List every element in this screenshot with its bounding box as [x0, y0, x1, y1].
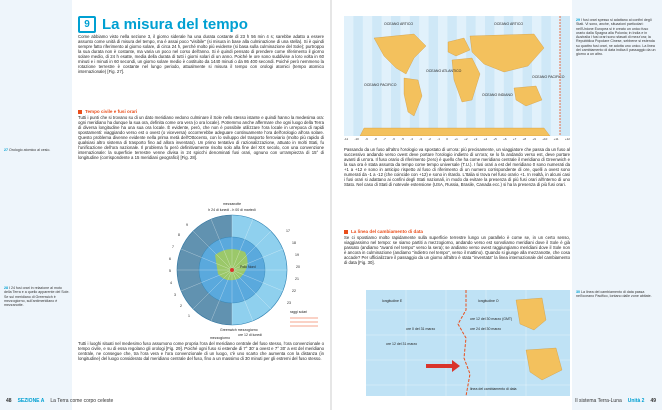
time-zones-world-map [344, 16, 570, 136]
globe-hour: 2 [180, 304, 182, 308]
fig30-number: 30 [576, 290, 580, 294]
map-hour: +2 [464, 137, 468, 141]
label-longitude-e: longitudine E [382, 299, 403, 303]
footer-title: La Terra come corpo celeste [50, 398, 114, 404]
label-time-2: ore 24 del 30 marzo [470, 327, 502, 331]
map-hour: -2 [428, 137, 431, 141]
antarctica [360, 128, 550, 136]
globe-hour: 6 [169, 257, 171, 261]
map-label-arctic: OCEANO ARTICO [494, 22, 524, 26]
globe-label-day: ore 12 di lunedì [238, 333, 263, 337]
globe-hour: 17 [286, 229, 290, 233]
time-zones-paragraph: Passando da un fuso all'altro l'orologio va spostato di un'ora: più precisamente, un viaggiatore che passa da un fuso al successivo andando verso ovest deve portare l'orologio indietro di un'ora; se lo fa andando verso est, deve portare avanti di un'ora. Il fuso orario di riferimento (zero) è quello che ha come meridiano centrale il meridiano di Greenwich e la sua ora è stata assunta da tempo come tempo universale (T.U.). I fusi orari a est del meridiano 0 sono numerati da +1 a +12 e sono in anticipo rispetto al fuso di riferimento di un numero corrispondente di ore, quelli a ovest sono numerati da -1 a -12 (che coincide con +12) e sono in ritardo. L'Italia si trova nel fuso orario +1. In realtà, in alcuni casi i fusi orari si adattano ai confini degli Stati nazionali, in modo da evitare la presenza di più fusi orari all'interno di uno Stato. Nel caso di Stati di notevole estensione (USA, Russia, Brasile, Canada ecc.) si ha la presenza di più fusi orari. [344, 147, 570, 188]
right-margin-column [572, 0, 662, 410]
fig29-number: 29 [576, 18, 580, 22]
map-hour: -6 [392, 137, 395, 141]
map-label-atlantic: OCEANO ATLANTICO [426, 69, 462, 73]
fig28-number: 28 [4, 286, 8, 290]
legal-time-paragraph: Tutti i luoghi situati nel medesimo fuso assumono come propria l'ora del meridiano centrale del fuso stesso, l'ora convenzionale o tempo civile, e su di essa regolano gli orologi [Fig. 29]. Poiché ogni fuso si estende di 7° 30' a ovest e 7° 30' a est del meridiano centrale, ne consegue che, tra l'ora vera e l'ora convenzionale di un luogo, c'è uno scarto che aumenta con la distanza (in longitudine) del luogo considerato dal meridiano centrale del fuso, fino a un massimo di 30 minuti per gli estremi del fuso stesso. [78, 341, 324, 362]
right-page-number: 49 [650, 398, 656, 404]
right-page [332, 0, 662, 410]
fig29-text: I fusi orari spesso si adattano ai confini degli Stati. Vi sono, anche, situazioni particolari: nell'Unione Europea si è creato un unico fuso orario dalla Spagna alla Polonia; in India e in Australia i fusi orari sono sfasati di mezz'ora; la Repubblica Popolare Cinese, sebbene si estenda su quattro fusi orari, ne adotta uno unico. La linea del cambiamento di data indica il passaggio da un giorno a un altro. [576, 18, 656, 57]
map-label-indian: OCEANO INDIANO [482, 93, 513, 97]
label-time-3: ore 0 del 31 marzo [406, 327, 436, 331]
section-civil-time [78, 106, 324, 160]
map-hour: -4 [410, 137, 413, 141]
map-hour: +9 [532, 137, 536, 141]
globe-hour: 8 [178, 233, 180, 237]
map-hour: -1 [437, 137, 440, 141]
map-hour: +5 [493, 137, 497, 141]
globe-hour: 18 [292, 241, 296, 245]
caption-fig29 [576, 18, 656, 57]
globe-hour: 23 [287, 301, 291, 305]
map-hour: +11 [553, 137, 559, 141]
globe-hour: 5 [169, 269, 171, 273]
globe-label-zone: h 24 di lunedì - h 00 di martedì [208, 208, 256, 212]
map-hour: +6 [503, 137, 507, 141]
section-heading-civil-time: Tempo civile e fusi orari [78, 109, 324, 114]
heading-square-icon [344, 230, 348, 234]
map-hour: -8 [374, 137, 377, 141]
right-footer [575, 398, 656, 404]
map-hour: +4 [483, 137, 488, 141]
globe-hours-right [286, 229, 300, 305]
fig27-text: Orologio atomico al cesio. [9, 148, 51, 152]
globe-hour: 9 [186, 223, 188, 227]
footer-section: SEZIONE A [17, 398, 45, 404]
map-hour: -5 [401, 137, 404, 141]
map-hour: +8 [522, 137, 527, 141]
section-heading-date-line: La linea del cambiamento di data [344, 229, 570, 234]
map-hour: +3 [473, 137, 478, 141]
date-line-paragraph: Se ci spostiamo molto rapidamente sulla superficie terrestre lungo un parallelo è come se, in un certo senso, viaggiassimo nel tempo: se siamo partiti a mezzogiorno, andando verso est sorvoliamo meridiani dove il Sole è già passato (andiamo "avanti nel tempo" verso la sera); se andiamo verso ovest raggiungiamo meridiani dove il Sole non è ancora in culminazione (andiamo "indietro nel tempo", verso il mattino). Quando si giunge alla mezzanotte, che cosa accade? Per ufficializzare il passaggio da un giorno all'altro è stata "inventata" la linea internazionale del cambiamento di data [Fig. 30]. [344, 235, 570, 266]
label-time-1: ore 12 del 30 marzo (GMT) [470, 317, 513, 321]
left-footer [6, 398, 113, 404]
left-page-number: 48 [6, 398, 12, 404]
fig28-text: I 24 fusi orari in relazione al moto della Terra e a quello apparente del Sole. Se sul meridiano di Greenwich è mezzogiorno, sull'antimeridiano è mezzanotte. [4, 286, 70, 308]
globe-hour: 21 [295, 277, 299, 281]
caption-fig30 [576, 290, 656, 299]
map-hour: -10 [354, 137, 359, 141]
footer-chapter: Il sistema Terra-Luna [575, 398, 622, 404]
north-pole-marker [230, 268, 234, 272]
globe-hour: 1 [188, 314, 190, 318]
label-longitude-o: longitudine O [478, 299, 499, 303]
map-hour: -11 [344, 137, 349, 141]
left-margin-column [0, 0, 72, 410]
globe-label-pole: Polo Nord [240, 265, 256, 269]
map-label-pacific: OCEANO PACIFICO [364, 83, 397, 87]
globe-label-sun-rays: raggi solari [290, 310, 308, 314]
page-title: La misura del tempo [102, 16, 248, 33]
map-hour: -9 [365, 137, 368, 141]
map-hour: +1 [454, 137, 458, 141]
map-hour: +12 [564, 137, 570, 141]
map-hour: +7 [512, 137, 517, 141]
footer-unit: Unità 2 [627, 398, 645, 404]
fig27-number: 27 [4, 148, 8, 152]
map-hour: +10 [542, 137, 548, 141]
map-label-pacific: OCEANO PACIFICO [532, 75, 565, 79]
date-line-figure [366, 290, 570, 396]
caption-fig27 [4, 148, 70, 152]
label-time-4: ore 12 del 31 marzo [386, 342, 418, 346]
section-number: 9 [78, 16, 96, 33]
globe-hour: 4 [170, 281, 172, 285]
map-hour: -7 [383, 137, 386, 141]
globe-label-noon: Greenwich mezzogiorno [220, 328, 258, 332]
map-hour: 0 [446, 137, 448, 141]
globe-hour: 22 [292, 289, 296, 293]
heading-square-icon [78, 110, 82, 114]
fig30-text: La linea del cambiamento di data passa nell'oceano Pacifico, lontano dalle zone abitate. [576, 290, 652, 299]
left-page [0, 0, 330, 410]
civil-time-paragraph: Tutti i punti che si trovano su di un dato meridiano vedono culminare il Sole nello stesso istante e quindi hanno la medesima ora: ogni meridiano ha dunque la sua ora, definita come ora vera (o ora locale). Potremmo anche affermare che ogni luogo della Terra di diversa longitudine ha una sua ora locale. È evidente, però, che non è possibile utilizzare l'ora locale in un'epoca di rapidi spostamenti: viaggiando verso est o ovest (o viceversa) occorrerebbe adeguare continuamente l'ora dell'orologio all'ora solare. Questo problema divenne evidente nella prima metà dell'Ottocento, con lo sviluppo del trasporto ferroviario (molto più rapido di qualsiasi altro sistema di trasporto fino ad allora inventato). Un primo tentativo di razionalizzazione, attuato in molti Stati, fu l'unificazione dell'ora nazionale. Il problema fu però definitivamente risolto solo alla fine del XIX secolo, con una convenzione internazionale: la superficie terrestre venne divisa in 24 spicchi denominati fusi orari, ognuno con un'ampiezza di 15° di longitudine (corrispondente a 15 meridiani geografici) [Fig. 28]. [78, 115, 324, 161]
globe-label-midnight: mezzanotte [222, 202, 242, 206]
globe-hour: 19 [295, 253, 299, 257]
globe-hour: 3 [174, 293, 176, 297]
label-date-line: linea del cambiamento di data [470, 387, 517, 391]
caption-fig28 [4, 286, 70, 307]
map-label-arctic: OCEANO ARTICO [384, 22, 414, 26]
time-zones-globe-figure [140, 200, 330, 340]
globe-hour: 20 [296, 265, 300, 269]
sun-rays [290, 318, 318, 326]
intro-paragraph: Come abbiamo visto nella sezione 3, il giorno siderale ha una durata costante di 23 h 56 min 4 s; sarebbe adatto a essere assunto come unità di misura del tempo, ma è assai poco "visibile" (si misura in base alla culminazione di una stella). Si è quindi sempre fatto riferimento al giorno solare, di circa 24 h, perché molto più evidente (si basa sulla culminazione del Sole); purtroppo la sua durata non è costante, ma varia un poco nel corso dell'anno. Si è quindi pensato di prendere come riferimento il giorno solare medio, di 24 h esatte, media della durata di tutti i giorni solari di un anno. Poiché le ore sono suddivise a loro volta in 60 minuti e i minuti in 60 secondi, un giorno solare medio è costituito da 1440 minuti o da 86 400 secondi. Poiché però nemmeno la rotazione terrestre è costante nel lungo periodo, attualmente si misura il tempo con orologi atomici (tempo atomico internazionale) [Fig. 27]. [78, 34, 324, 75]
section-date-line [344, 226, 570, 265]
globe-label-midday: mezzogiorno [210, 336, 231, 340]
map-hour-scale [344, 137, 570, 141]
section-title-block [78, 16, 248, 33]
globe-hour: 7 [172, 245, 174, 249]
map-hour: -3 [419, 137, 422, 141]
